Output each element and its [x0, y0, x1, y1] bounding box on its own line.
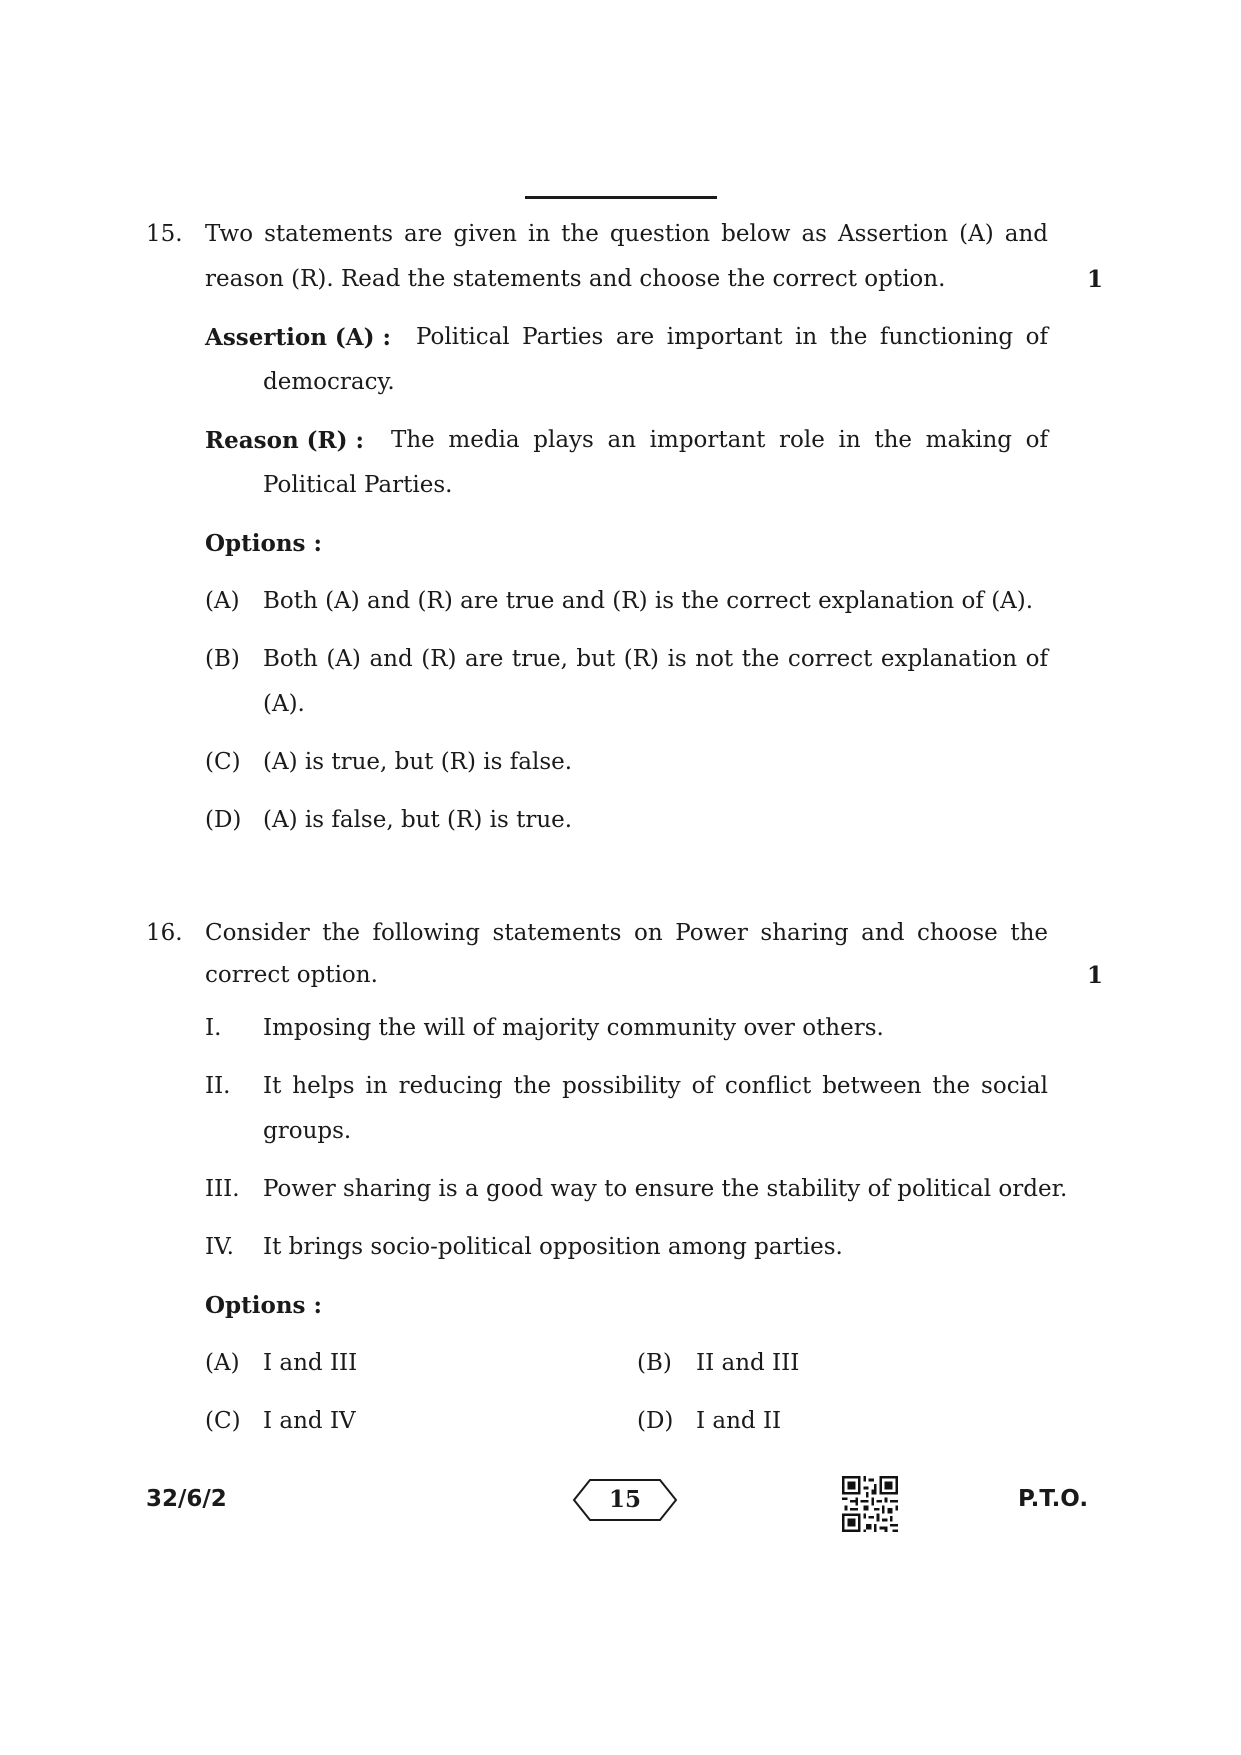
- top-divider: [525, 196, 717, 199]
- option-text: I and IV: [263, 1408, 356, 1434]
- pto-label: P.T.O.: [1018, 1486, 1089, 1512]
- question-text-line: Two statements are given in the question below as Assertion (A) and: [205, 221, 1048, 247]
- marks: 1: [1087, 962, 1104, 989]
- assertion-text: Political Parties are important in the functioning of: [416, 324, 1048, 350]
- statement-text: It brings socio-political opposition among parties.: [263, 1234, 843, 1260]
- reason-text: The media plays an important role in the making of: [391, 427, 1048, 453]
- option-text: I and III: [263, 1350, 358, 1376]
- options-heading: Options :: [205, 1292, 322, 1319]
- option-label: (C): [205, 749, 241, 775]
- option-label: (A): [205, 1350, 240, 1376]
- statement-text: groups.: [263, 1118, 352, 1144]
- option-text: II and III: [696, 1350, 800, 1376]
- statement-label: IV.: [205, 1234, 234, 1260]
- option-label: (C): [205, 1408, 241, 1434]
- option-text: (A).: [263, 691, 305, 717]
- statement-label: I.: [205, 1015, 222, 1041]
- question-number: 15.: [146, 221, 183, 247]
- statement-label: III.: [205, 1176, 240, 1202]
- reason-text: Political Parties.: [263, 472, 453, 498]
- assertion-text: democracy.: [263, 369, 395, 395]
- options-heading: Options :: [205, 530, 322, 557]
- question-text-line: Consider the following statements on Power sharing and choose the: [205, 920, 1048, 946]
- assertion-label: Assertion (A) :: [205, 324, 392, 351]
- option-text: Both (A) and (R) are true, but (R) is not the correct explanation of: [263, 646, 1048, 672]
- option-text: (A) is false, but (R) is true.: [263, 807, 573, 833]
- marks: 1: [1087, 266, 1104, 293]
- qr-code-icon: [842, 1476, 898, 1532]
- paper-code: 32/6/2: [146, 1486, 227, 1512]
- option-label: (A): [205, 588, 240, 614]
- reason-label: Reason (R) :: [205, 427, 365, 454]
- question-number: 16.: [146, 920, 183, 946]
- statement-text: Power sharing is a good way to ensure the stability of political order.: [263, 1176, 1068, 1202]
- question-text-line: correct option.: [205, 962, 378, 988]
- option-label: (D): [205, 807, 242, 833]
- option-text: (A) is true, but (R) is false.: [263, 749, 573, 775]
- page-number: 15: [608, 1486, 641, 1513]
- statement-text: Imposing the will of majority community over others.: [263, 1015, 884, 1041]
- option-label: (B): [637, 1350, 672, 1376]
- option-text: I and II: [696, 1408, 782, 1434]
- statement-label: II.: [205, 1073, 231, 1099]
- statement-text: It helps in reducing the possibility of conflict between the social: [263, 1073, 1048, 1099]
- question-text-line: reason (R). Read the statements and choose the correct option.: [205, 266, 946, 292]
- option-label: (D): [637, 1408, 674, 1434]
- option-text: Both (A) and (R) are true and (R) is the correct explanation of (A).: [263, 588, 1034, 614]
- option-label: (B): [205, 646, 240, 672]
